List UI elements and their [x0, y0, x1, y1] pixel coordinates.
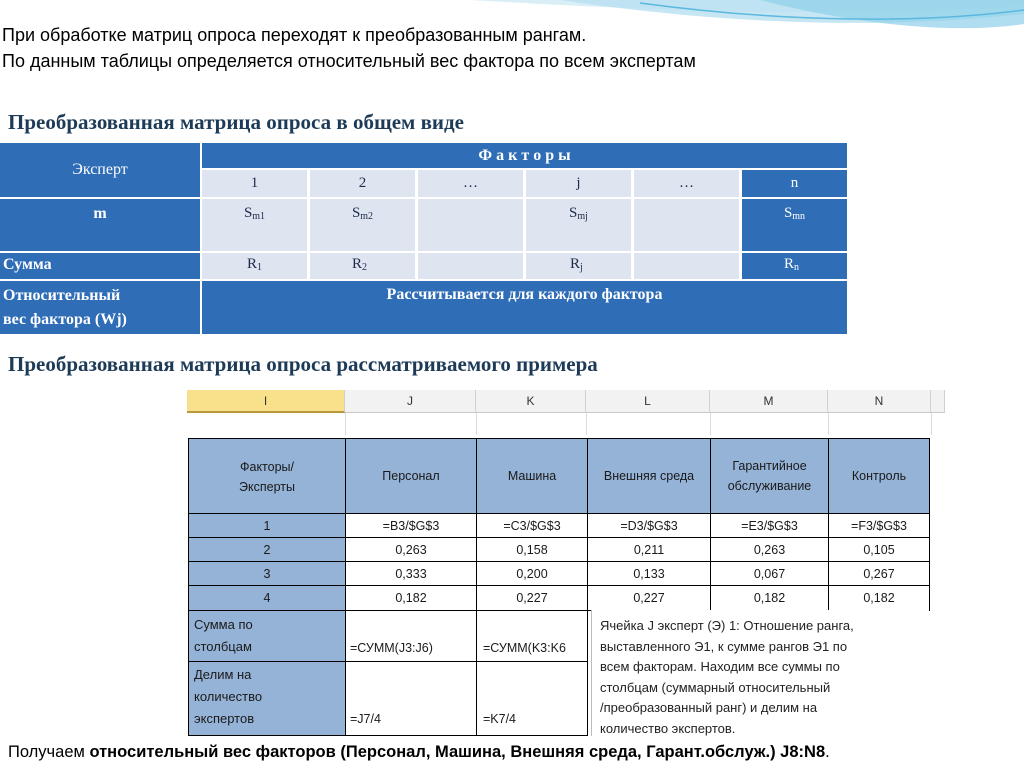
cell-k8[interactable]: =K7/4: [476, 661, 588, 736]
cell-m5[interactable]: 0,067: [710, 561, 829, 586]
cell-l3[interactable]: =D3/$G$3: [587, 513, 711, 538]
cell-j8[interactable]: =J7/4: [345, 661, 477, 736]
cell-j7[interactable]: =СУММ(J3:J6): [345, 610, 477, 662]
cell-k6[interactable]: 0,227: [476, 585, 588, 611]
sum-label: Сумма: [0, 253, 200, 279]
col-header-j[interactable]: J: [345, 390, 476, 413]
factor-col-2: 2: [310, 170, 415, 197]
cell-empty-5: [634, 199, 739, 251]
intro-line-1: При обработке матриц опроса переходят к преобразованным рангам.: [2, 25, 587, 45]
col-header-i[interactable]: I: [187, 390, 345, 413]
footer-text: Получаем относительный вес факторов (Персонал, Машина, Внешняя среда, Гарант.обслуж.) J8:N8.: [8, 743, 830, 761]
col-header-k[interactable]: K: [476, 390, 586, 413]
heading-example: Преобразованная матрица опроса рассматриваемого примера: [8, 352, 598, 376]
cell-n4[interactable]: 0,105: [828, 537, 930, 562]
cell-s-mn: $S_{mn}$: [742, 199, 847, 251]
cell-m4[interactable]: 0,263: [710, 537, 829, 562]
cell-j4[interactable]: 0,263: [345, 537, 477, 562]
cell-n6[interactable]: 0,182: [828, 585, 930, 611]
row-1-label[interactable]: 1: [188, 513, 346, 538]
col-header-n[interactable]: N: [828, 390, 931, 413]
cell-r-1: $R_1$: [202, 253, 307, 279]
factor-col-5: …: [634, 170, 739, 197]
empty-row-gridlines: [187, 413, 945, 435]
cell-s-mj: $S_{mj}$: [526, 199, 631, 251]
cell-r-2: $R_2$: [310, 253, 415, 279]
cell-n5[interactable]: 0,267: [828, 561, 930, 586]
cell-sum-empty-3: [418, 253, 523, 279]
cell-empty-3: [418, 199, 523, 251]
explanation-note: Ячейка J эксперт (Э) 1: Отношение ранга, выставленного Э1, к сумме рангов Э1 по всем факторам. Находим все суммы по столбцам (суммарный относительный /преобразованный ранг) и делим на количество экспертов.: [591, 610, 929, 736]
cell-l5[interactable]: 0,133: [587, 561, 711, 586]
factor-col-n: n: [742, 170, 847, 197]
factor-col-1: 1: [202, 170, 307, 197]
col-header-partial: [931, 390, 945, 413]
row-3-label[interactable]: 3: [188, 561, 346, 586]
cell-j6[interactable]: 0,182: [345, 585, 477, 611]
cell-sum-empty-5: [634, 253, 739, 279]
header-external[interactable]: Внешняя среда: [587, 438, 711, 514]
divide-row-label[interactable]: Делим на количество экспертов: [188, 661, 346, 736]
header-personnel[interactable]: Персонал: [345, 438, 477, 514]
sum-row-label[interactable]: Сумма по столбцам: [188, 610, 346, 662]
cell-r-j: $R_j$: [526, 253, 631, 279]
header-machine[interactable]: Машина: [476, 438, 588, 514]
factors-header: Ф а к т о р ы: [202, 143, 847, 168]
cell-m3[interactable]: =E3/$G$3: [710, 513, 829, 538]
weight-text: Рассчитывается для каждого фактора: [202, 281, 847, 334]
heading-general: Преобразованная матрица опроса в общем виде: [8, 110, 464, 134]
cell-r-n: $R_n$: [742, 253, 847, 279]
row-m-label: m: [0, 199, 200, 251]
row-2-label[interactable]: 2: [188, 537, 346, 562]
header-control[interactable]: Контроль: [828, 438, 930, 514]
factor-col-3: …: [418, 170, 523, 197]
cell-m6[interactable]: 0,182: [710, 585, 829, 611]
header-warranty[interactable]: Гарантийное обслуживание: [710, 438, 829, 514]
weight-label: Относительный вес фактора (Wj): [0, 281, 200, 334]
intro-line-2: По данным таблицы определяется относительный вес фактора по всем экспертам: [2, 51, 696, 71]
cell-k4[interactable]: 0,158: [476, 537, 588, 562]
col-header-m[interactable]: M: [710, 390, 828, 413]
cell-j5[interactable]: 0,333: [345, 561, 477, 586]
row-4-label[interactable]: 4: [188, 585, 346, 611]
cell-s-m1: $S_{m1}$: [202, 199, 307, 251]
factor-col-j: j: [526, 170, 631, 197]
cell-n3[interactable]: =F3/$G$3: [828, 513, 930, 538]
cell-k7[interactable]: =СУММ(K3:K6: [476, 610, 588, 662]
header-factors-experts[interactable]: Факторы/ Эксперты: [188, 438, 346, 514]
cell-l4[interactable]: 0,211: [587, 537, 711, 562]
cell-l6[interactable]: 0,227: [587, 585, 711, 611]
intro-text: [2, 22, 696, 74]
cell-k5[interactable]: 0,200: [476, 561, 588, 586]
cell-k3[interactable]: =C3/$G$3: [476, 513, 588, 538]
expert-header: Эксперт: [0, 143, 200, 197]
cell-s-m2: $S_{m2}$: [310, 199, 415, 251]
col-header-l[interactable]: L: [586, 390, 710, 413]
cell-j3[interactable]: =B3/$G$3: [345, 513, 477, 538]
